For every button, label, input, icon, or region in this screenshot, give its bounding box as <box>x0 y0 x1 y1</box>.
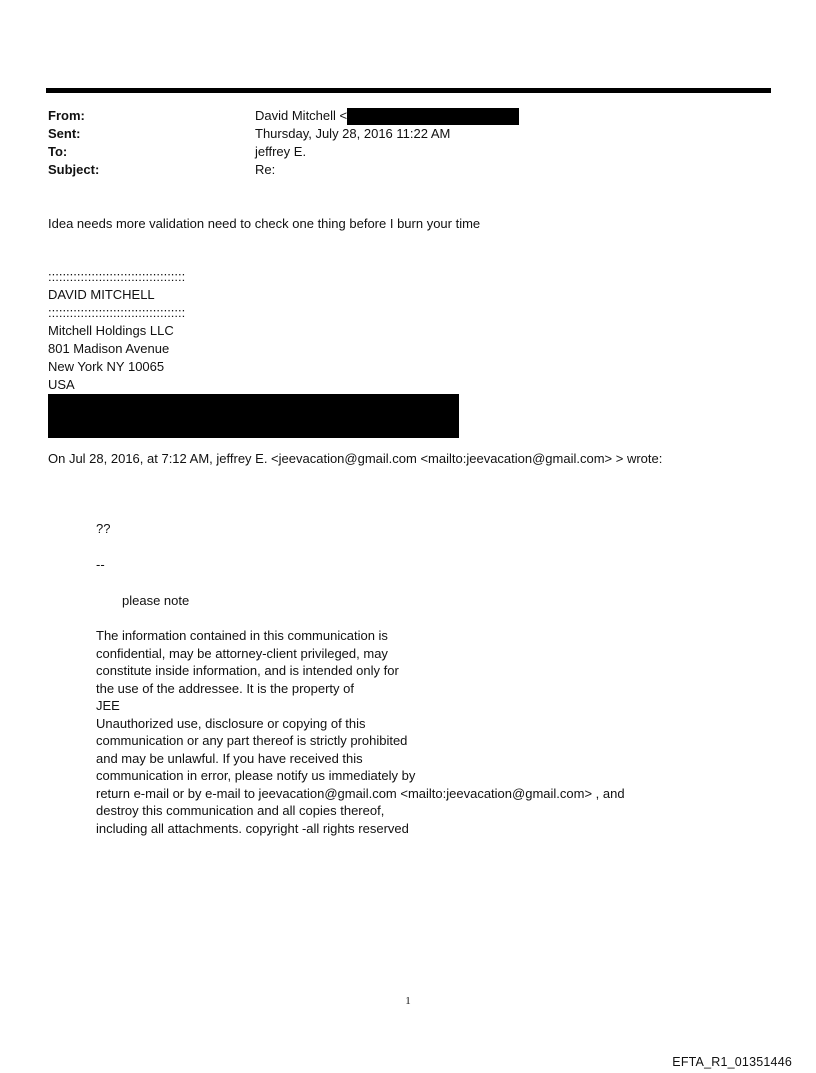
disclaimer-line: confidential, may be attorney-client privileged, may <box>96 645 388 661</box>
signature-line: New York NY 10065 <box>48 359 165 374</box>
signature-line: Mitchell Holdings LLC <box>48 323 174 338</box>
signature-line: 801 Madison Avenue <box>48 341 170 356</box>
sent-label: Sent: <box>48 126 81 141</box>
disclaimer-line: and may be unlawful. If you have received this <box>96 750 363 766</box>
from-value <box>255 107 519 125</box>
page-number: 1 <box>405 995 411 1007</box>
disclaimer-line: communication or any part thereof is strictly prohibited <box>96 733 408 748</box>
to-value: jeffrey E. <box>255 144 307 159</box>
redaction-block <box>48 394 459 438</box>
quoted-separator: -- <box>96 557 105 572</box>
quoted-question: ?? <box>96 521 111 536</box>
disclaimer-line: Unauthorized use, disclosure or copying of this <box>96 715 366 731</box>
redacted-email <box>347 108 519 125</box>
disclaimer <box>96 627 625 837</box>
disclaimer-line: JEE <box>96 698 120 713</box>
signature-block <box>48 268 185 394</box>
disclaimer-line: including all attachments. copyright -all rights reserved <box>96 820 409 836</box>
document-id: EFTA_R1_01351446 <box>672 1055 792 1069</box>
subject-label: Subject: <box>48 162 100 177</box>
quoted-note: please note <box>122 593 190 608</box>
signature-line: :::::::::::::::::::::::::::::::::::::: <box>48 305 186 320</box>
signature-line: :::::::::::::::::::::::::::::::::::::: <box>48 269 186 284</box>
sent-value: Thursday, July 28, 2016 11:22 AM <box>255 126 451 141</box>
header-rule <box>46 88 771 93</box>
disclaimer-line: constitute inside information, and is intended only for <box>96 663 399 678</box>
signature-line: DAVID MITCHELL <box>48 287 155 302</box>
to-label: To: <box>48 144 68 159</box>
message-body: Idea needs more validation need to check one thing before I burn your time <box>48 216 481 231</box>
disclaimer-line: The information contained in this communication is <box>96 628 388 643</box>
from-label: From: <box>48 108 85 123</box>
disclaimer-line: return e-mail or by e-mail to jeevacation@gmail.com <mailto:jeevacation@gmail.com> , and <box>96 785 625 801</box>
disclaimer-line: destroy this communication and all copies thereof, <box>96 803 385 818</box>
disclaimer-line: communication in error, please notify us immediately by <box>96 768 416 783</box>
from-sender: David Mitchell < <box>255 108 348 123</box>
subject-value: Re: <box>255 162 276 177</box>
signature-line: USA <box>48 377 75 392</box>
disclaimer-line: the use of the addressee. It is the property of <box>96 680 354 696</box>
quoted-intro: On Jul 28, 2016, at 7:12 AM, jeffrey E. <jeevacation@gmail.com <mailto:jeevacation@gmail.com> > wrote: <box>48 451 663 466</box>
